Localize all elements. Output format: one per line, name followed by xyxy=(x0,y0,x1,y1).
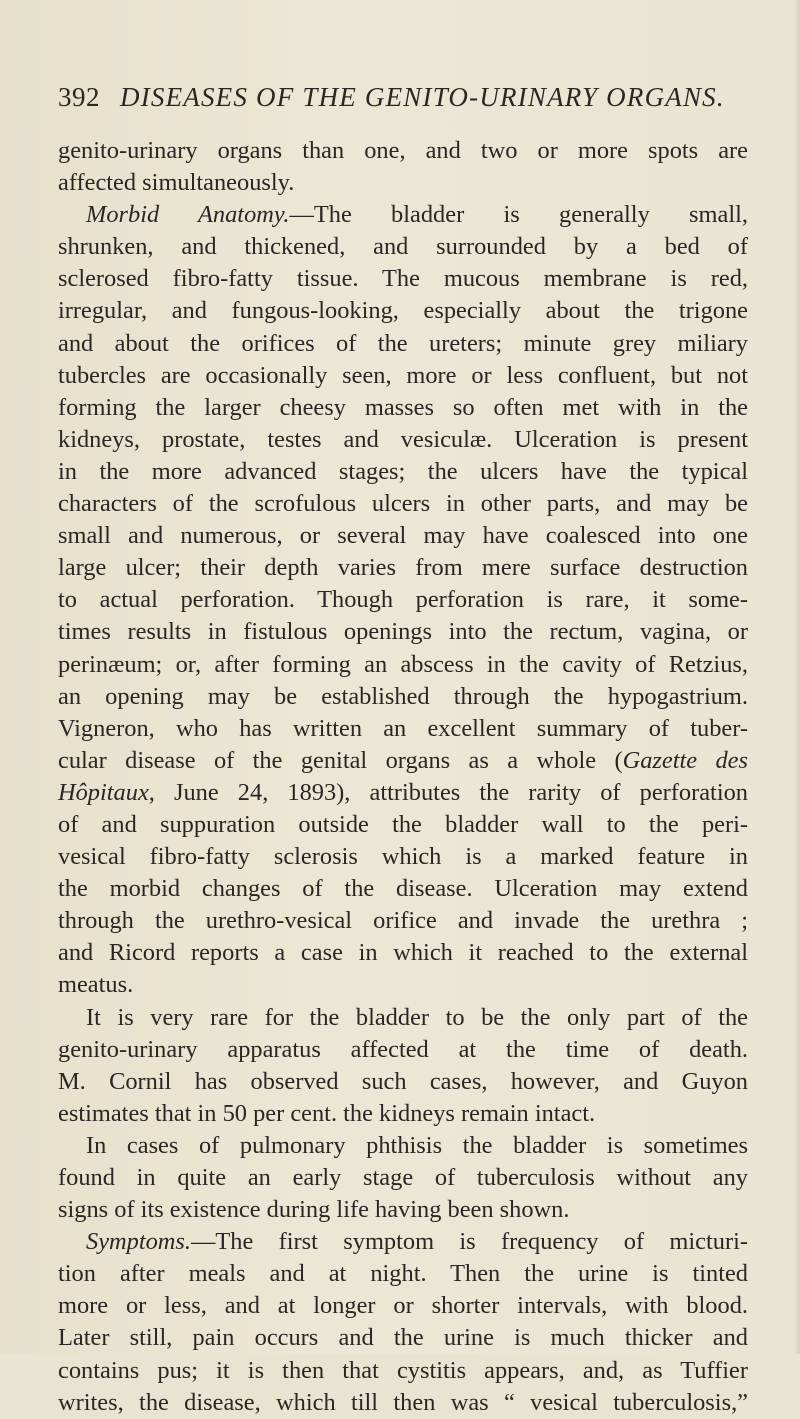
text-line: Later still, pain occurs and the urine is much thicker and xyxy=(58,1324,748,1352)
text-line: of and suppuration outside the bladder wall to the peri- xyxy=(58,810,748,838)
body-text xyxy=(58,135,748,1419)
text-line: genito-urinary apparatus affected at the time of death. xyxy=(58,1035,748,1063)
text-line: found in quite an early stage of tuberculosis without any xyxy=(58,1164,748,1191)
text-line: contains pus; it is then that cystitis appears, and, as Tuffier xyxy=(58,1356,748,1384)
text-line: In cases of pulmonary phthisis the bladder is sometimes xyxy=(86,1131,748,1159)
text-line: writes, the disease, which till then was “ vesical tuberculosis,” xyxy=(58,1388,748,1416)
text-line: vesical fibro-fatty sclerosis which is a marked feature in xyxy=(58,843,748,871)
text-line: kidneys, prostate, testes and vesiculæ. Ulceration is present xyxy=(58,425,748,453)
text-line: to actual perforation. Though perforation is rare, it some- xyxy=(58,586,748,614)
text-line: and Ricord reports a case in which it reached to the external xyxy=(58,939,748,967)
text-line: small and numerous, or several may have coalesced into one xyxy=(58,522,748,550)
text-line: in the more advanced stages; the ulcers have the typical xyxy=(58,457,748,485)
text-line: the morbid changes of the disease. Ulceration may extend xyxy=(58,875,748,903)
text-line: Vigneron, who has written an excellent summary of tuber- xyxy=(58,714,748,742)
page-edge-shadow xyxy=(794,0,800,1354)
text-line: perinæum; or, after forming an abscess in the cavity of Retzius, xyxy=(58,650,748,678)
page-header xyxy=(58,82,748,118)
text-line: more or less, and at longer or shorter intervals, with blood. xyxy=(58,1292,748,1320)
text-line: times results in fistulous openings into the rectum, vagina, or xyxy=(58,618,748,646)
text-line: shrunken, and thickened, and surrounded by a bed of xyxy=(58,233,748,261)
text-line: genito-urinary organs than one, and two or more spots are xyxy=(58,137,748,164)
text-line: forming the larger cheesy masses so often met with in the xyxy=(58,393,748,421)
text-line: It is very rare for the bladder to be the only part of the xyxy=(86,1003,748,1031)
text-line: signs of its existence during life having been shown. xyxy=(58,1196,570,1224)
text-line: and about the orifices of the ureters; minute grey miliary xyxy=(58,329,748,357)
text-line: sclerosed fibro-fatty tissue. The mucous membrane is red, xyxy=(58,265,748,293)
text-line: irregular, and fungous-looking, especially about the trigone xyxy=(58,297,748,325)
text-line: affected simultaneously. xyxy=(58,169,295,197)
text-line: large ulcer; their depth varies from mere surface destruction xyxy=(58,554,748,582)
running-head: DISEASES OF THE GENITO-URINARY ORGANS. xyxy=(120,82,725,112)
text-line: Morbid Anatomy.—The bladder is generally small, xyxy=(86,201,748,229)
text-line: tion after meals and at night. Then the urine is tinted xyxy=(58,1260,748,1288)
page-number: 392 xyxy=(58,82,100,112)
text-line: tubercles are occasionally seen, more or less confluent, but not xyxy=(58,361,748,389)
text-line: characters of the scrofulous ulcers in other parts, and may be xyxy=(58,490,748,518)
text-line: estimates that in 50 per cent. the kidneys remain intact. xyxy=(58,1099,596,1127)
text-line: Symptoms.—The first symptom is frequency of micturi- xyxy=(86,1228,748,1256)
text-line: through the urethro-vesical orifice and invade the urethra ; xyxy=(58,907,748,935)
text-line: cular disease of the genital organs as a whole (Gazette des xyxy=(58,746,748,774)
text-line: an opening may be established through the hypogastrium. xyxy=(58,682,748,710)
text-line: M. Cornil has observed such cases, however, and Guyon xyxy=(58,1067,748,1095)
text-line: Hôpitaux, June 24, 1893), attributes the rarity of perforation xyxy=(58,778,748,806)
text-line: meatus. xyxy=(58,971,134,999)
